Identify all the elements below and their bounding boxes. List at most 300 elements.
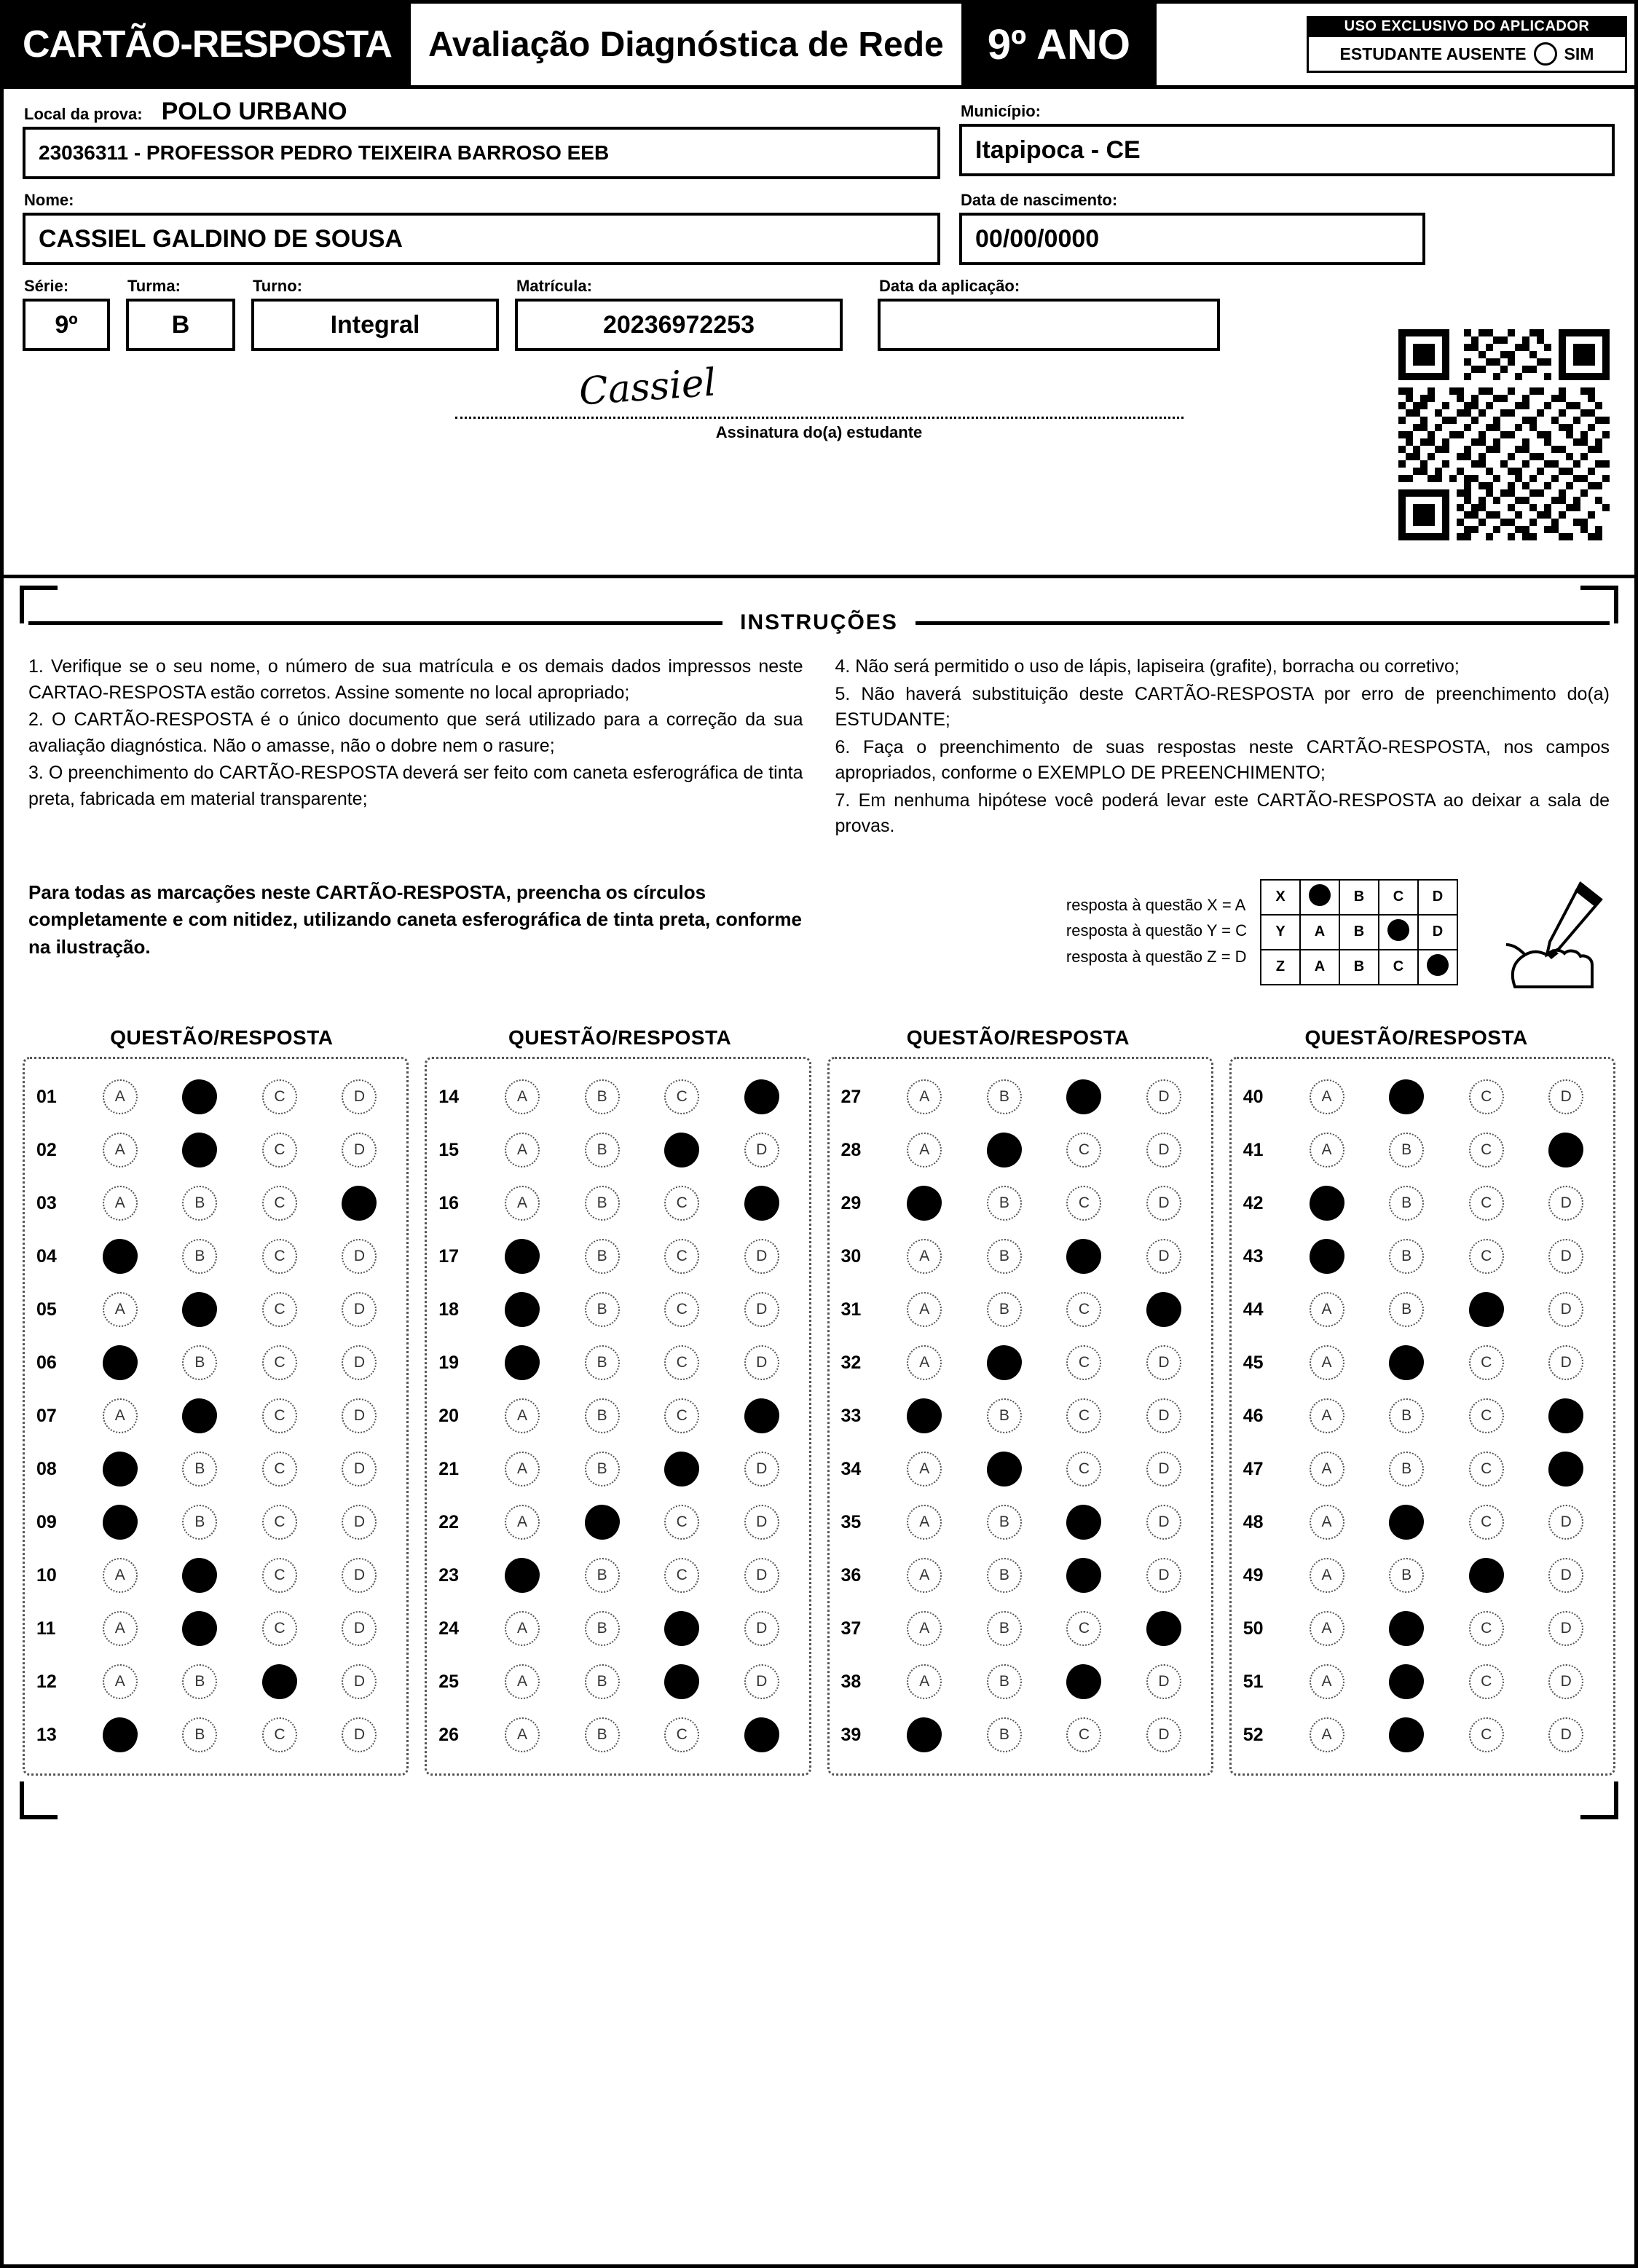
answer-row[interactable] <box>434 1071 801 1124</box>
answer-row[interactable] <box>434 1496 801 1549</box>
answer-bubble[interactable]: B <box>1389 1558 1424 1593</box>
answer-bubble[interactable]: D <box>1146 1186 1181 1221</box>
answer-row[interactable] <box>1239 1283 1606 1336</box>
example-bubble: B <box>1339 915 1379 950</box>
bubble-group <box>885 1133 1204 1168</box>
answer-row[interactable] <box>1239 1602 1606 1655</box>
answer-row[interactable] <box>434 1443 801 1496</box>
absent-bubble[interactable] <box>1534 42 1557 66</box>
answer-bubble[interactable]: D <box>342 1398 377 1433</box>
answer-bubble[interactable]: B <box>585 1664 620 1699</box>
absent-field[interactable] <box>1307 37 1627 73</box>
answer-bubble[interactable]: A <box>907 1611 942 1646</box>
answer-bubble[interactable]: A <box>907 1239 942 1274</box>
answer-row[interactable] <box>434 1709 801 1762</box>
answer-bubble-marked[interactable] <box>1389 1717 1424 1752</box>
answer-bubble-marked[interactable] <box>664 1133 699 1168</box>
answer-row[interactable] <box>1239 1124 1606 1177</box>
answer-bubble[interactable]: C <box>664 1079 699 1114</box>
answer-bubble[interactable]: B <box>987 1664 1022 1699</box>
answer-row[interactable] <box>837 1709 1204 1762</box>
answer-bubble[interactable]: D <box>342 1611 377 1646</box>
answer-row[interactable] <box>837 1283 1204 1336</box>
question-number: 40 <box>1243 1086 1264 1107</box>
example-bubble: C <box>1379 880 1418 915</box>
bubble-group <box>80 1611 399 1646</box>
answer-bubble[interactable]: B <box>1389 1292 1424 1327</box>
answer-bubble[interactable]: B <box>987 1239 1022 1274</box>
answer-bubble[interactable]: C <box>1066 1611 1101 1646</box>
answer-row[interactable] <box>1239 1443 1606 1496</box>
answer-bubble[interactable]: B <box>585 1452 620 1487</box>
legend-line: resposta à questão Y = C <box>1066 921 1247 940</box>
answer-bubble[interactable]: D <box>1548 1664 1583 1699</box>
answer-bubble[interactable]: C <box>262 1345 297 1380</box>
answer-row[interactable] <box>32 1336 399 1390</box>
answer-bubble[interactable]: C <box>262 1398 297 1433</box>
answer-bubble[interactable]: A <box>505 1664 540 1699</box>
answer-bubble[interactable]: B <box>1389 1186 1424 1221</box>
answer-bubble-marked[interactable] <box>1389 1611 1424 1646</box>
answer-row[interactable] <box>32 1655 399 1709</box>
answer-bubble[interactable]: A <box>907 1558 942 1593</box>
answer-row[interactable] <box>32 1124 399 1177</box>
answer-bubble-marked[interactable] <box>182 1611 217 1646</box>
answer-bubble[interactable]: D <box>342 1452 377 1487</box>
answer-bubble-marked[interactable] <box>744 1717 779 1752</box>
answer-bubble[interactable]: A <box>1310 1505 1344 1540</box>
answer-bubble[interactable]: B <box>585 1558 620 1593</box>
answer-row[interactable] <box>1239 1177 1606 1230</box>
answer-bubble-marked[interactable] <box>1066 1558 1101 1593</box>
answer-row[interactable] <box>837 1655 1204 1709</box>
answers-grid[interactable] <box>4 1050 1634 1776</box>
answer-bubble[interactable]: A <box>505 1611 540 1646</box>
answer-bubble[interactable]: A <box>103 1292 138 1327</box>
answer-bubble[interactable]: B <box>182 1505 217 1540</box>
answer-bubble[interactable]: C <box>1066 1345 1101 1380</box>
answer-bubble-marked[interactable] <box>182 1292 217 1327</box>
answer-bubble-marked[interactable] <box>342 1186 377 1221</box>
answer-row[interactable] <box>837 1496 1204 1549</box>
answer-bubble[interactable]: D <box>342 1505 377 1540</box>
answer-bubble[interactable]: A <box>907 1505 942 1540</box>
answer-bubble-marked[interactable] <box>987 1452 1022 1487</box>
answer-bubble[interactable]: C <box>262 1186 297 1221</box>
answer-bubble-marked[interactable] <box>1146 1611 1181 1646</box>
answer-row[interactable] <box>837 1602 1204 1655</box>
example-bubble: A <box>1300 915 1339 950</box>
question-number: 51 <box>1243 1671 1264 1692</box>
bubble-group <box>80 1292 399 1327</box>
question-number: 47 <box>1243 1458 1264 1479</box>
answer-bubble[interactable]: A <box>103 1398 138 1433</box>
answer-bubble[interactable]: A <box>103 1186 138 1221</box>
answer-row[interactable] <box>837 1336 1204 1390</box>
answer-bubble[interactable]: C <box>1469 1133 1504 1168</box>
answer-bubble-marked[interactable] <box>1548 1398 1583 1433</box>
answer-bubble[interactable]: B <box>987 1505 1022 1540</box>
answer-bubble[interactable]: D <box>744 1292 779 1327</box>
answer-row[interactable] <box>32 1443 399 1496</box>
bubble-group <box>80 1345 399 1380</box>
answer-bubble[interactable]: D <box>744 1505 779 1540</box>
bubble-group <box>1287 1292 1606 1327</box>
answer-bubble[interactable]: D <box>1548 1717 1583 1752</box>
answer-bubble[interactable]: B <box>585 1186 620 1221</box>
answer-bubble[interactable]: C <box>262 1505 297 1540</box>
answer-bubble-marked[interactable] <box>1548 1452 1583 1487</box>
answer-bubble[interactable]: B <box>585 1239 620 1274</box>
answer-bubble[interactable]: B <box>585 1345 620 1380</box>
answer-bubble[interactable]: B <box>987 1558 1022 1593</box>
question-number: 01 <box>36 1086 57 1107</box>
bubble-group <box>885 1452 1204 1487</box>
answer-bubble[interactable]: C <box>1469 1398 1504 1433</box>
answer-bubble-marked[interactable] <box>907 1398 942 1433</box>
answer-bubble[interactable]: D <box>1146 1452 1181 1487</box>
answer-bubble[interactable]: D <box>342 1133 377 1168</box>
answer-bubble[interactable]: D <box>744 1133 779 1168</box>
answer-row[interactable] <box>434 1655 801 1709</box>
answer-row[interactable] <box>837 1071 1204 1124</box>
answer-bubble[interactable]: B <box>585 1079 620 1114</box>
answer-bubble[interactable]: B <box>182 1345 217 1380</box>
answer-bubble-marked[interactable] <box>664 1611 699 1646</box>
answer-bubble[interactable]: D <box>1548 1505 1583 1540</box>
answer-bubble[interactable]: B <box>987 1611 1022 1646</box>
answer-bubble[interactable]: C <box>1066 1717 1101 1752</box>
answer-bubble[interactable]: D <box>744 1664 779 1699</box>
answer-row[interactable] <box>1239 1336 1606 1390</box>
answer-bubble[interactable]: C <box>664 1239 699 1274</box>
absent-label: ESTUDANTE AUSENTE <box>1339 44 1527 63</box>
answer-bubble-marked[interactable] <box>505 1239 540 1274</box>
answer-row[interactable] <box>32 1230 399 1283</box>
answer-bubble[interactable]: B <box>987 1717 1022 1752</box>
answer-bubble[interactable]: D <box>1146 1664 1181 1699</box>
answer-bubble[interactable]: A <box>103 1558 138 1593</box>
answer-bubble[interactable]: D <box>1548 1345 1583 1380</box>
answer-row[interactable] <box>837 1549 1204 1602</box>
answer-bubble[interactable]: C <box>664 1292 699 1327</box>
answer-bubble[interactable]: A <box>103 1079 138 1114</box>
answer-bubble[interactable]: C <box>1469 1611 1504 1646</box>
answer-row[interactable] <box>32 1496 399 1549</box>
answer-bubble[interactable]: D <box>342 1079 377 1114</box>
answer-bubble[interactable]: C <box>1469 1452 1504 1487</box>
answer-bubble[interactable]: A <box>1310 1133 1344 1168</box>
answer-bubble-marked[interactable] <box>585 1505 620 1540</box>
answer-bubble[interactable]: C <box>262 1452 297 1487</box>
answer-bubble[interactable]: D <box>1548 1558 1583 1593</box>
answer-bubble-marked[interactable] <box>103 1452 138 1487</box>
answer-bubble[interactable]: C <box>1469 1664 1504 1699</box>
answer-bubble-marked[interactable] <box>1469 1292 1504 1327</box>
answer-row[interactable] <box>1239 1230 1606 1283</box>
answer-row[interactable] <box>32 1390 399 1443</box>
answer-row[interactable] <box>1239 1071 1606 1124</box>
answer-bubble[interactable]: A <box>1310 1664 1344 1699</box>
answer-bubble[interactable]: C <box>664 1398 699 1433</box>
answer-bubble[interactable]: C <box>1469 1505 1504 1540</box>
answer-bubble[interactable]: C <box>262 1239 297 1274</box>
answer-bubble[interactable]: A <box>907 1452 942 1487</box>
answer-bubble-marked[interactable] <box>1389 1079 1424 1114</box>
answer-bubble[interactable]: A <box>103 1611 138 1646</box>
answer-row[interactable] <box>32 1709 399 1762</box>
answer-bubble[interactable]: C <box>262 1611 297 1646</box>
answer-bubble-marked[interactable] <box>1066 1239 1101 1274</box>
example-bubble-filled <box>1427 954 1449 976</box>
answer-bubble-marked[interactable] <box>1389 1345 1424 1380</box>
answer-bubble[interactable]: D <box>744 1345 779 1380</box>
answer-row[interactable] <box>32 1283 399 1336</box>
answer-bubble[interactable]: D <box>1146 1239 1181 1274</box>
answer-row[interactable] <box>837 1230 1204 1283</box>
answer-bubble[interactable]: A <box>505 1452 540 1487</box>
answer-bubble[interactable]: C <box>1469 1239 1504 1274</box>
answer-bubble[interactable]: C <box>664 1558 699 1593</box>
answer-bubble[interactable]: C <box>664 1717 699 1752</box>
answer-bubble[interactable]: A <box>505 1133 540 1168</box>
answer-bubble[interactable]: D <box>342 1292 377 1327</box>
bubble-group <box>885 1079 1204 1114</box>
answer-row[interactable] <box>434 1390 801 1443</box>
answer-bubble[interactable]: D <box>744 1558 779 1593</box>
answer-bubble[interactable]: D <box>744 1239 779 1274</box>
answer-bubble[interactable]: A <box>505 1505 540 1540</box>
bubble-group <box>885 1611 1204 1646</box>
answer-row[interactable] <box>1239 1709 1606 1762</box>
answer-bubble[interactable]: A <box>505 1186 540 1221</box>
answer-bubble[interactable]: A <box>1310 1558 1344 1593</box>
answer-bubble[interactable]: A <box>1310 1611 1344 1646</box>
answer-row[interactable] <box>1239 1496 1606 1549</box>
answer-bubble[interactable]: C <box>1066 1398 1101 1433</box>
answer-bubble-marked[interactable] <box>182 1079 217 1114</box>
answer-bubble[interactable]: D <box>744 1611 779 1646</box>
answer-bubble[interactable]: C <box>1469 1079 1504 1114</box>
answer-bubble-marked[interactable] <box>987 1345 1022 1380</box>
answer-bubble[interactable]: B <box>1389 1133 1424 1168</box>
answer-bubble[interactable]: C <box>262 1079 297 1114</box>
answer-bubble[interactable]: D <box>1548 1292 1583 1327</box>
answer-bubble[interactable]: A <box>907 1292 942 1327</box>
bubble-group <box>1287 1345 1606 1380</box>
answer-bubble[interactable]: A <box>505 1398 540 1433</box>
header-grade: 9º ANO <box>961 4 1157 85</box>
question-number: 04 <box>36 1245 57 1267</box>
answer-bubble-marked[interactable] <box>1389 1664 1424 1699</box>
answer-row[interactable] <box>32 1071 399 1124</box>
hand-pen-icon <box>1471 879 1610 988</box>
answer-bubble[interactable]: D <box>342 1717 377 1752</box>
answer-bubble[interactable]: D <box>1548 1186 1583 1221</box>
answer-bubble-marked[interactable] <box>744 1079 779 1114</box>
answer-bubble[interactable]: C <box>262 1558 297 1593</box>
answer-bubble[interactable]: A <box>907 1079 942 1114</box>
question-number: 25 <box>438 1671 460 1692</box>
answer-bubble[interactable]: D <box>1146 1133 1181 1168</box>
bubble-group <box>80 1664 399 1699</box>
answer-bubble[interactable]: A <box>103 1664 138 1699</box>
answer-bubble[interactable]: B <box>585 1292 620 1327</box>
answer-bubble-marked[interactable] <box>262 1664 297 1699</box>
answer-bubble[interactable]: A <box>1310 1292 1344 1327</box>
answer-bubble[interactable]: D <box>1146 1717 1181 1752</box>
answer-bubble[interactable]: C <box>1469 1345 1504 1380</box>
answer-bubble[interactable]: A <box>1310 1079 1344 1114</box>
answer-row[interactable] <box>32 1549 399 1602</box>
answer-bubble-marked[interactable] <box>744 1398 779 1433</box>
answer-bubble[interactable]: D <box>342 1558 377 1593</box>
footer-corner-marks <box>4 1776 1634 1827</box>
answer-bubble[interactable]: C <box>664 1186 699 1221</box>
answer-bubble[interactable]: C <box>1066 1133 1101 1168</box>
question-number: 44 <box>1243 1299 1264 1320</box>
answer-bubble[interactable]: D <box>1548 1079 1583 1114</box>
bubble-group <box>885 1292 1204 1327</box>
answer-bubble[interactable]: D <box>1146 1558 1181 1593</box>
answer-bubble-marked[interactable] <box>1066 1664 1101 1699</box>
answer-bubble[interactable]: D <box>342 1345 377 1380</box>
answer-row[interactable] <box>434 1336 801 1390</box>
answer-row[interactable] <box>837 1390 1204 1443</box>
answer-row[interactable] <box>837 1443 1204 1496</box>
answer-bubble-marked[interactable] <box>505 1345 540 1380</box>
answer-bubble[interactable]: A <box>1310 1717 1344 1752</box>
answer-bubble-marked[interactable] <box>744 1186 779 1221</box>
answer-row[interactable] <box>837 1124 1204 1177</box>
answer-bubble-marked[interactable] <box>664 1452 699 1487</box>
answer-bubble[interactable]: B <box>585 1133 620 1168</box>
answer-bubble-marked[interactable] <box>103 1345 138 1380</box>
answer-bubble[interactable]: C <box>664 1505 699 1540</box>
answer-bubble[interactable]: D <box>342 1664 377 1699</box>
legend-line: resposta à questão X = A <box>1066 895 1246 914</box>
answer-bubble-marked[interactable] <box>103 1717 138 1752</box>
answer-bubble[interactable]: A <box>103 1133 138 1168</box>
answer-bubble-marked[interactable] <box>1389 1505 1424 1540</box>
answer-bubble-marked[interactable] <box>1310 1186 1344 1221</box>
answer-row[interactable] <box>434 1124 801 1177</box>
answer-bubble[interactable]: B <box>987 1186 1022 1221</box>
answer-bubble-marked[interactable] <box>664 1664 699 1699</box>
answer-bubble-marked[interactable] <box>1146 1292 1181 1327</box>
answer-bubble[interactable]: A <box>505 1079 540 1114</box>
answer-bubble[interactable]: B <box>987 1398 1022 1433</box>
bubble-group <box>1287 1664 1606 1699</box>
answer-bubble[interactable]: A <box>907 1345 942 1380</box>
answer-row[interactable] <box>837 1177 1204 1230</box>
answer-bubble[interactable]: D <box>1146 1079 1181 1114</box>
answer-bubble-marked[interactable] <box>103 1505 138 1540</box>
answer-bubble-marked[interactable] <box>907 1717 942 1752</box>
question-number: 10 <box>36 1564 57 1586</box>
answer-row[interactable] <box>1239 1390 1606 1443</box>
answer-bubble[interactable]: B <box>182 1239 217 1274</box>
answer-bubble-marked[interactable] <box>987 1133 1022 1168</box>
answer-bubble-marked[interactable] <box>182 1133 217 1168</box>
answer-bubble[interactable]: C <box>1469 1717 1504 1752</box>
bubble-group <box>1287 1186 1606 1221</box>
answer-bubble-marked[interactable] <box>1310 1239 1344 1274</box>
answer-row[interactable] <box>32 1602 399 1655</box>
question-number: 50 <box>1243 1618 1264 1639</box>
answer-bubble[interactable]: C <box>1469 1186 1504 1221</box>
answer-bubble[interactable]: B <box>182 1186 217 1221</box>
question-number: 09 <box>36 1511 57 1532</box>
answer-bubble[interactable]: A <box>1310 1345 1344 1380</box>
answer-bubble[interactable]: C <box>262 1292 297 1327</box>
answer-bubble-marked[interactable] <box>1066 1505 1101 1540</box>
answer-bubble[interactable]: D <box>744 1452 779 1487</box>
answer-bubble-marked[interactable] <box>907 1186 942 1221</box>
answer-bubble-marked[interactable] <box>103 1239 138 1274</box>
answer-bubble[interactable]: A <box>505 1717 540 1752</box>
answer-bubble-marked[interactable] <box>505 1558 540 1593</box>
answer-row[interactable] <box>1239 1655 1606 1709</box>
answer-bubble[interactable]: C <box>1066 1292 1101 1327</box>
answer-bubble-marked[interactable] <box>1066 1079 1101 1114</box>
answer-bubble[interactable]: B <box>585 1611 620 1646</box>
answer-bubble[interactable]: B <box>1389 1239 1424 1274</box>
instruction-item: 4. Não será permitido o uso de lápis, lapiseira (grafite), borracha ou corretivo; <box>835 656 1460 677</box>
answer-bubble-marked[interactable] <box>1469 1558 1504 1593</box>
answer-bubble[interactable]: A <box>907 1133 942 1168</box>
answer-bubble[interactable]: A <box>1310 1398 1344 1433</box>
answer-row[interactable] <box>434 1230 801 1283</box>
answer-row[interactable] <box>32 1177 399 1230</box>
answer-bubble[interactable]: C <box>262 1717 297 1752</box>
answer-bubble[interactable]: D <box>1548 1239 1583 1274</box>
answer-bubble[interactable]: D <box>1146 1345 1181 1380</box>
answer-bubble-marked[interactable] <box>505 1292 540 1327</box>
bubble-group <box>482 1558 801 1593</box>
answer-bubble[interactable]: C <box>1066 1186 1101 1221</box>
instructions-section <box>4 578 1634 841</box>
signature-line[interactable] <box>455 363 1184 419</box>
answer-row[interactable] <box>434 1177 801 1230</box>
answer-bubble[interactable]: D <box>1548 1611 1583 1646</box>
answer-row[interactable] <box>434 1283 801 1336</box>
answer-bubble[interactable]: B <box>182 1664 217 1699</box>
answer-bubble[interactable]: B <box>585 1398 620 1433</box>
answer-bubble[interactable]: C <box>262 1133 297 1168</box>
answer-bubble[interactable]: B <box>987 1292 1022 1327</box>
answer-bubble[interactable]: D <box>1146 1505 1181 1540</box>
answer-bubble-marked[interactable] <box>182 1398 217 1433</box>
answer-bubble[interactable]: D <box>342 1239 377 1274</box>
answer-bubble[interactable]: A <box>1310 1452 1344 1487</box>
answer-bubble[interactable]: B <box>1389 1452 1424 1487</box>
answer-row[interactable] <box>434 1549 801 1602</box>
answer-bubble-marked[interactable] <box>182 1558 217 1593</box>
answer-bubble[interactable]: B <box>1389 1398 1424 1433</box>
answer-bubble[interactable]: C <box>664 1345 699 1380</box>
answer-row[interactable] <box>1239 1549 1606 1602</box>
answer-bubble[interactable]: B <box>182 1452 217 1487</box>
answer-bubble[interactable]: B <box>182 1717 217 1752</box>
answer-bubble[interactable]: D <box>1146 1398 1181 1433</box>
answer-row[interactable] <box>434 1602 801 1655</box>
answer-bubble[interactable]: C <box>1066 1452 1101 1487</box>
answer-bubble[interactable]: B <box>585 1717 620 1752</box>
answer-bubble[interactable]: B <box>987 1079 1022 1114</box>
answer-bubble-marked[interactable] <box>1548 1133 1583 1168</box>
answer-bubble[interactable]: A <box>907 1664 942 1699</box>
